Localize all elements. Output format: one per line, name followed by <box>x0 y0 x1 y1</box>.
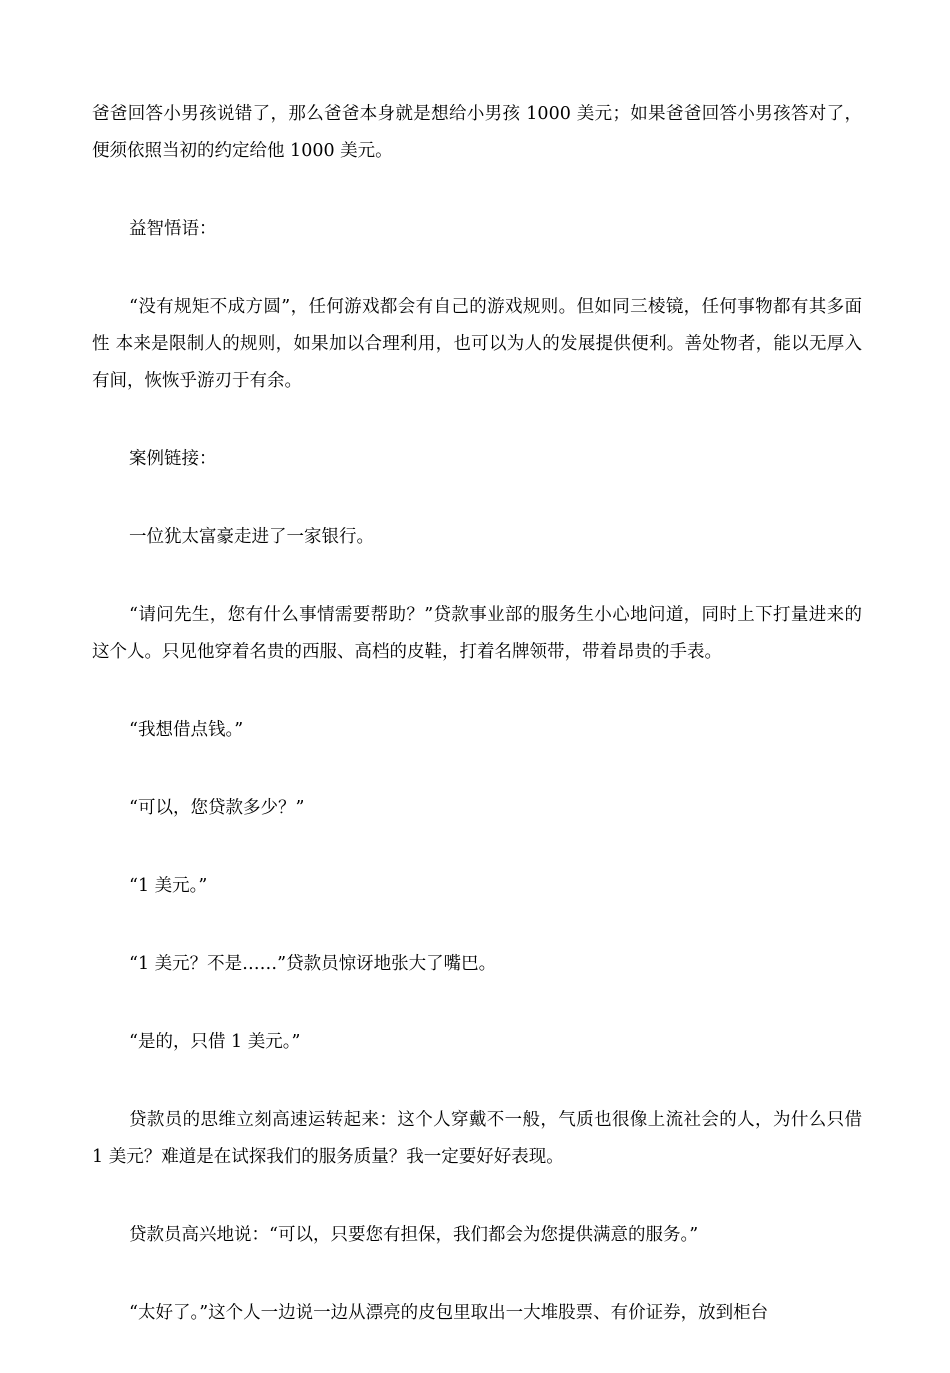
paragraph-3: “没有规矩不成方圆”，任何游戏都会有自己的游戏规则。但如同三棱镜，任何事物都有其多面性 本来是限制人的规则，如果加以合理利用，也可以为人的发展提供便利。善处物者，能以无厚入有间，恢恢乎游刃于有余。 <box>92 297 862 391</box>
paragraph-13: 贷款员高兴地说：“可以，只要您有担保，我们都会为您提供满意的服务。” <box>129 1225 699 1245</box>
paragraph-4: 案例链接： <box>129 449 217 469</box>
paragraph-14: “太好了。”这个人一边说一边从漂亮的皮包里取出一大堆股票、有价证券，放到柜台 <box>129 1303 769 1323</box>
paragraph-11: “是的，只借 1 美元。” <box>129 1032 301 1052</box>
paragraph-2: 益智悟语： <box>129 219 217 239</box>
paragraph-5: 一位犹太富豪走进了一家银行。 <box>129 527 374 547</box>
paragraph-6: “请问先生，您有什么事情需要帮助？”贷款事业部的服务生小心地问道，同时上下打量进来的这个人。只见他穿着名贵的西服、高档的皮鞋，打着名牌领带，带着昂贵的手表。 <box>92 605 862 662</box>
paragraph-9: “1 美元。” <box>129 876 208 896</box>
paragraph-10: “1 美元？不是……”贷款员惊讶地张大了嘴巴。 <box>129 954 497 974</box>
paragraph-8: “可以，您贷款多少？” <box>129 798 305 818</box>
document-body <box>92 96 862 1373</box>
paragraph-12: 贷款员的思维立刻高速运转起来：这个人穿戴不一般，气质也很像上流社会的人，为什么只借 1 美元？难道是在试探我们的服务质量？我一定要好好表现。 <box>92 1110 862 1167</box>
paragraph-1: 爸爸回答小男孩说错了，那么爸爸本身就是想给小男孩 1000 美元；如果爸爸回答小男孩答对了，便须依照当初的约定给他 1000 美元。 <box>92 104 862 161</box>
paragraph-7: “我想借点钱。” <box>129 720 244 740</box>
